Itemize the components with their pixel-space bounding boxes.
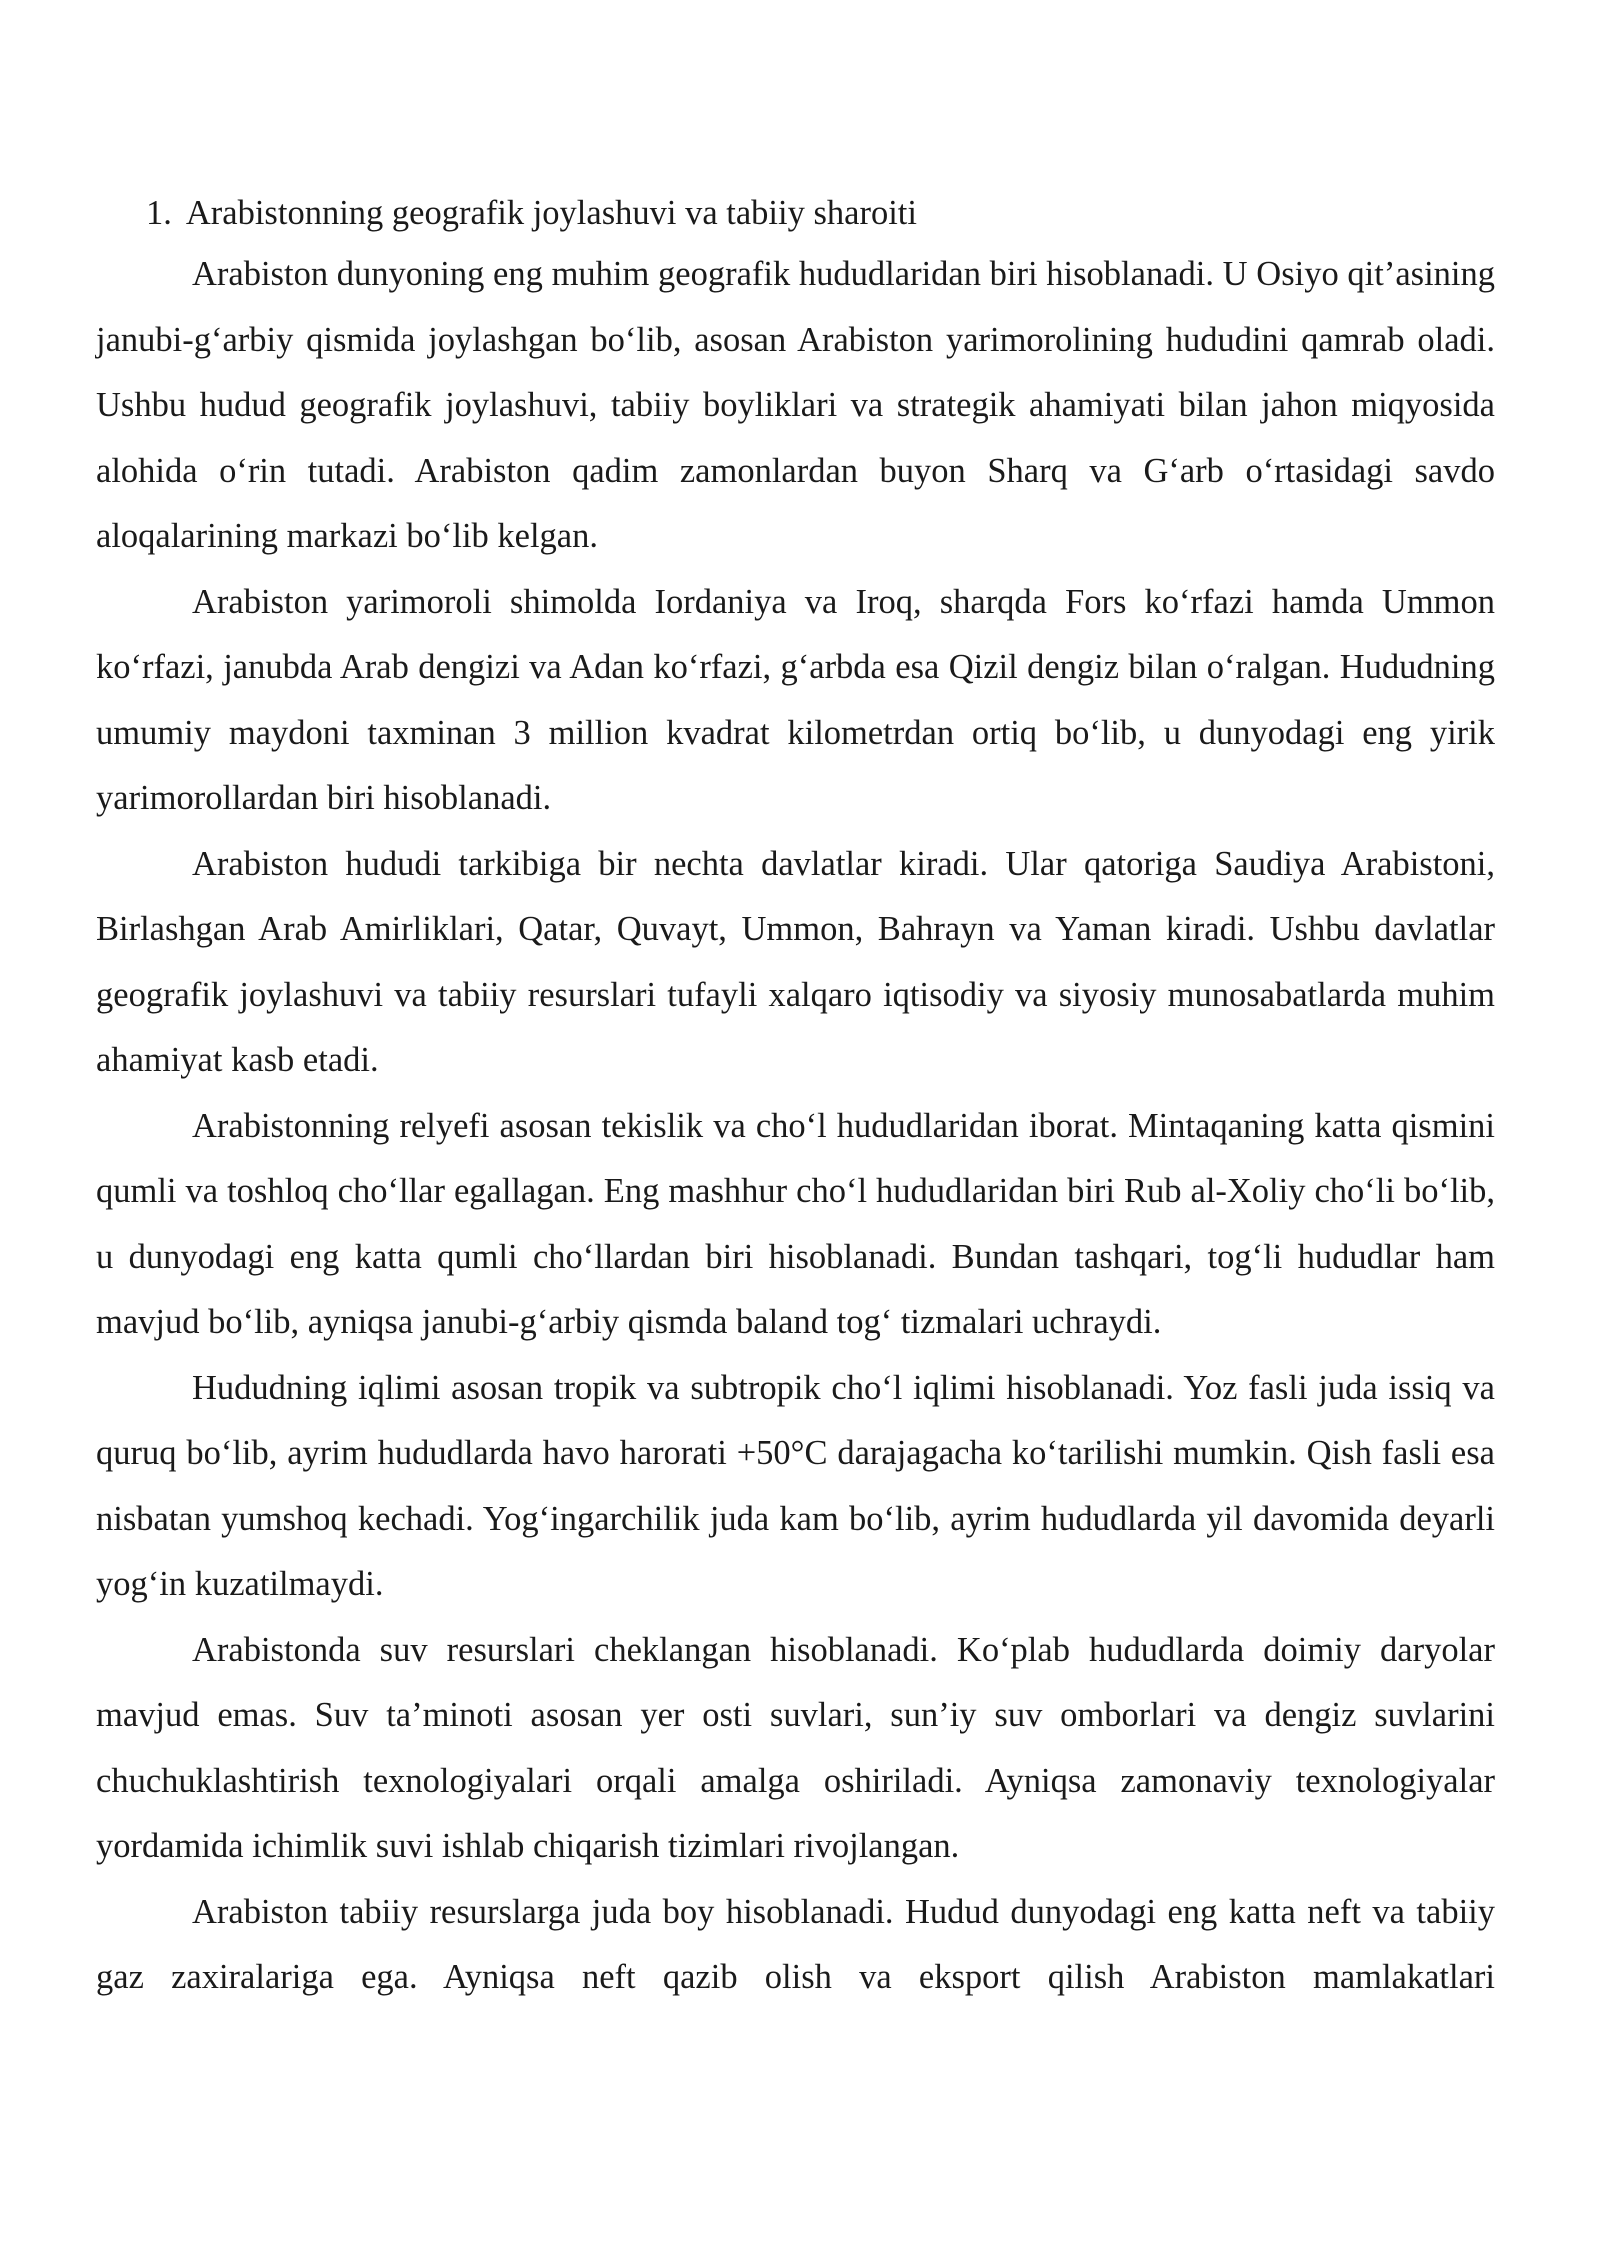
- paragraph: Arabiston yarimoroli shimolda Iordaniya va Iroq, sharqda Fors ko‘rfazi hamda Ummon ko‘rfazi, janubda Arab dengizi va Adan ko‘rfazi, g‘arbda esa Qizil dengiz bilan o‘ralgan. Hududning umumiy maydoni taxminan 3 million kvadrat kilometrdan ortiq bo‘lib, u dunyodagi eng yirik yarimorollardan biri hisoblanadi.: [96, 582, 1495, 817]
- section-number: 1.: [146, 194, 172, 232]
- paragraph: Arabiston dunyoning eng muhim geografik hududlaridan biri hisoblanadi. U Osiyo qit’asining janubi-g‘arbiy qismida joylashgan bo‘lib, asosan Arabiston yarimorolining hududini qamrab oladi. Ushbu hudud geografik joylashuvi, tabiiy boyliklari va strategik ahamiyati bilan jahon miqyosida alohida o‘rin tutadi. Arabiston qadim zamonlardan buyon Sharq va G‘arb o‘rtasidagi savdo aloqalarining markazi bo‘lib kelgan.: [96, 255, 1495, 555]
- document-page: [96, 185, 1495, 2011]
- section-title: Arabistonning geografik joylashuvi va tabiiy sharoiti: [185, 194, 917, 232]
- paragraph: Arabiston hududi tarkibiga bir nechta davlatlar kiradi. Ular qatoriga Saudiya Arabistoni, Birlashgan Arab Amirliklari, Qatar, Quvayt, Ummon, Bahrayn va Yaman kiradi. Ushbu davlatlar geografik joylashuvi va tabiiy resurslari tufayli xalqaro iqtisodiy va siyosiy munosabatlarda muhim ahamiyat kasb etadi.: [96, 844, 1495, 1079]
- paragraph: Arabistonning relyefi asosan tekislik va cho‘l hududlaridan iborat. Mintaqaning katta qismini qumli va toshloq cho‘llar egallagan. Eng mashhur cho‘l hududlaridan biri Rub al-Xoliy cho‘li bo‘lib, u dunyodagi eng katta qumli cho‘llardan biri hisoblanadi. Bundan tashqari, tog‘li hududlar ham mavjud bo‘lib, ayniqsa janubi-g‘arbiy qismda baland tog‘ tizmalari uchraydi.: [96, 1106, 1495, 1341]
- paragraph: Hududning iqlimi asosan tropik va subtropik cho‘l iqlimi hisoblanadi. Yoz fasli juda issiq va quruq bo‘lib, ayrim hududlarda havo harorati +50°C darajagacha ko‘tarilishi mumkin. Qish fasli esa nisbatan yumshoq kechadi. Yog‘ingarchilik juda kam bo‘lib, ayrim hududlarda yil davomida deyarli yog‘in kuzatilmaydi.: [96, 1368, 1495, 1603]
- section-heading: [96, 185, 1495, 242]
- paragraph: Arabistonda suv resurslari cheklangan hisoblanadi. Ko‘plab hududlarda doimiy daryolar mavjud emas. Suv ta’minoti asosan yer osti suvlari, sun’iy suv omborlari va dengiz suvlarini chuchuklashtirish texnologiyalari orqali amalga oshiriladi. Ayniqsa zamonaviy texnologiyalar yordamida ichimlik suvi ishlab chiqarish tizimlari rivojlangan.: [96, 1630, 1495, 1865]
- paragraph: Arabiston tabiiy resurslarga juda boy hisoblanadi. Hudud dunyodagi eng katta neft va tabiiy gaz zaxiralariga ega. Ayniqsa neft qazib olish va eksport qilish Arabiston mamlakatlari: [96, 1892, 1495, 1996]
